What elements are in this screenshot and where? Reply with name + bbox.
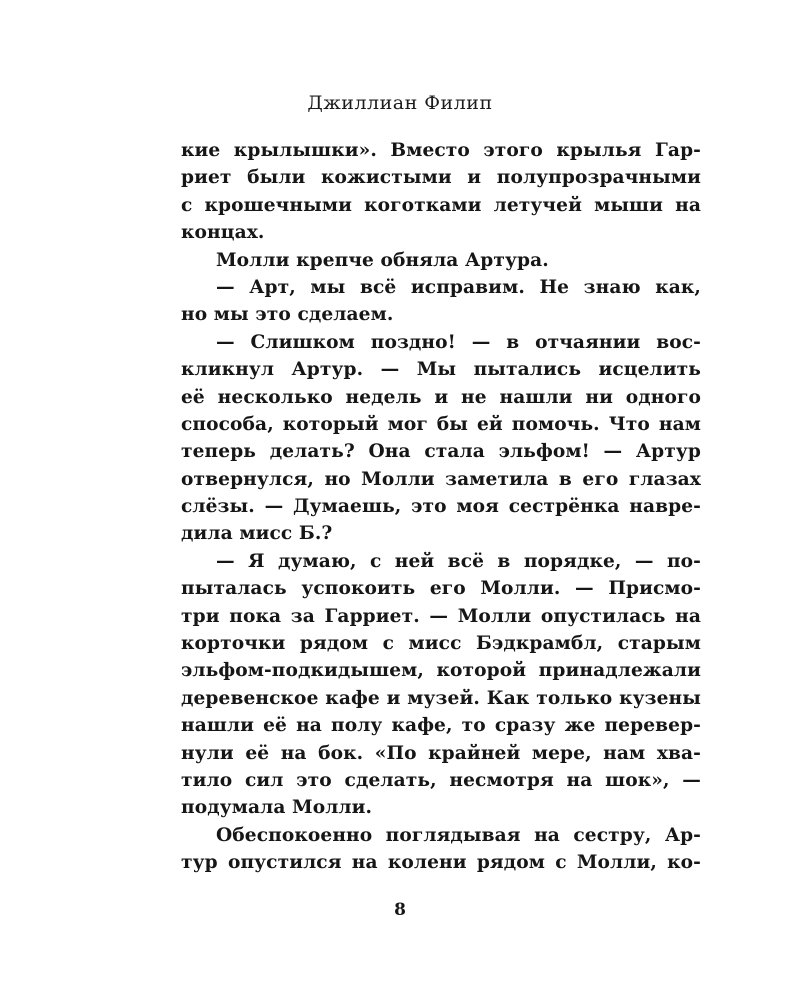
text-line: с крошечными коготками летучей мыши на [181,194,701,216]
text-line: нашли её на полу кафе, то сразу же перевер- [181,715,701,737]
text-line: дила мисс Б.? [181,523,333,545]
text-line: тило сил это сделать, несмотря на шок», — [181,769,701,791]
text-line: тур опустился на колени рядом с Молли, ко- [181,852,701,874]
text-line: — Слишком поздно! — в отчаянии вос- [216,331,701,353]
text-line: — Арт, мы всё исправим. Не знаю как, [216,276,701,298]
text-line: отвернулся, но Молли заметила в его глазах [181,468,701,490]
text-line: концах. [181,222,265,244]
text-line: деревенское кафе и музей. Как только кузены [181,687,701,709]
text-line: слёзы. — Думаешь, это моя сестрёнка навре- [181,496,701,518]
text-line: корточки рядом с мисс Бэдкрамбл, старым [181,633,701,655]
text-line: Молли крепче обняла Артура. [216,249,549,271]
text-line: подумала Молли. [181,797,373,819]
text-line: кие крылышки». Вместо этого крылья Гар- [181,140,701,161]
running-header-author: Джиллиан Филип [307,92,493,114]
text-line: её несколько недель и не нашли ни одного [181,386,701,408]
text-line: способа, который мог бы ей помочь. Что нам [181,413,701,435]
text-line: теперь делать? Она стала эльфом! — Артур [181,441,701,463]
page-number: 8 [394,900,406,920]
text-line: но мы это сделаем. [181,304,394,326]
text-line: три пока за Гарриет. — Молли опустилась на [181,605,701,627]
text-line: кликнул Артур. — Мы пытались исцелить [181,359,701,381]
text-line: пыталась успокоить его Молли. — Присмо- [181,578,701,600]
text-line: эльфом-подкидышем, которой принадлежали [181,660,701,682]
text-line: — Я думаю, с ней всё в порядке, — по- [216,550,701,572]
body-text [181,137,701,877]
text-line: Обеспокоенно поглядывая на сестру, Ар- [216,824,701,846]
text-line: риет были кожистыми и полупрозрачными [181,167,701,189]
text-line: нули её на бок. «По крайней мере, нам хва- [181,742,701,764]
